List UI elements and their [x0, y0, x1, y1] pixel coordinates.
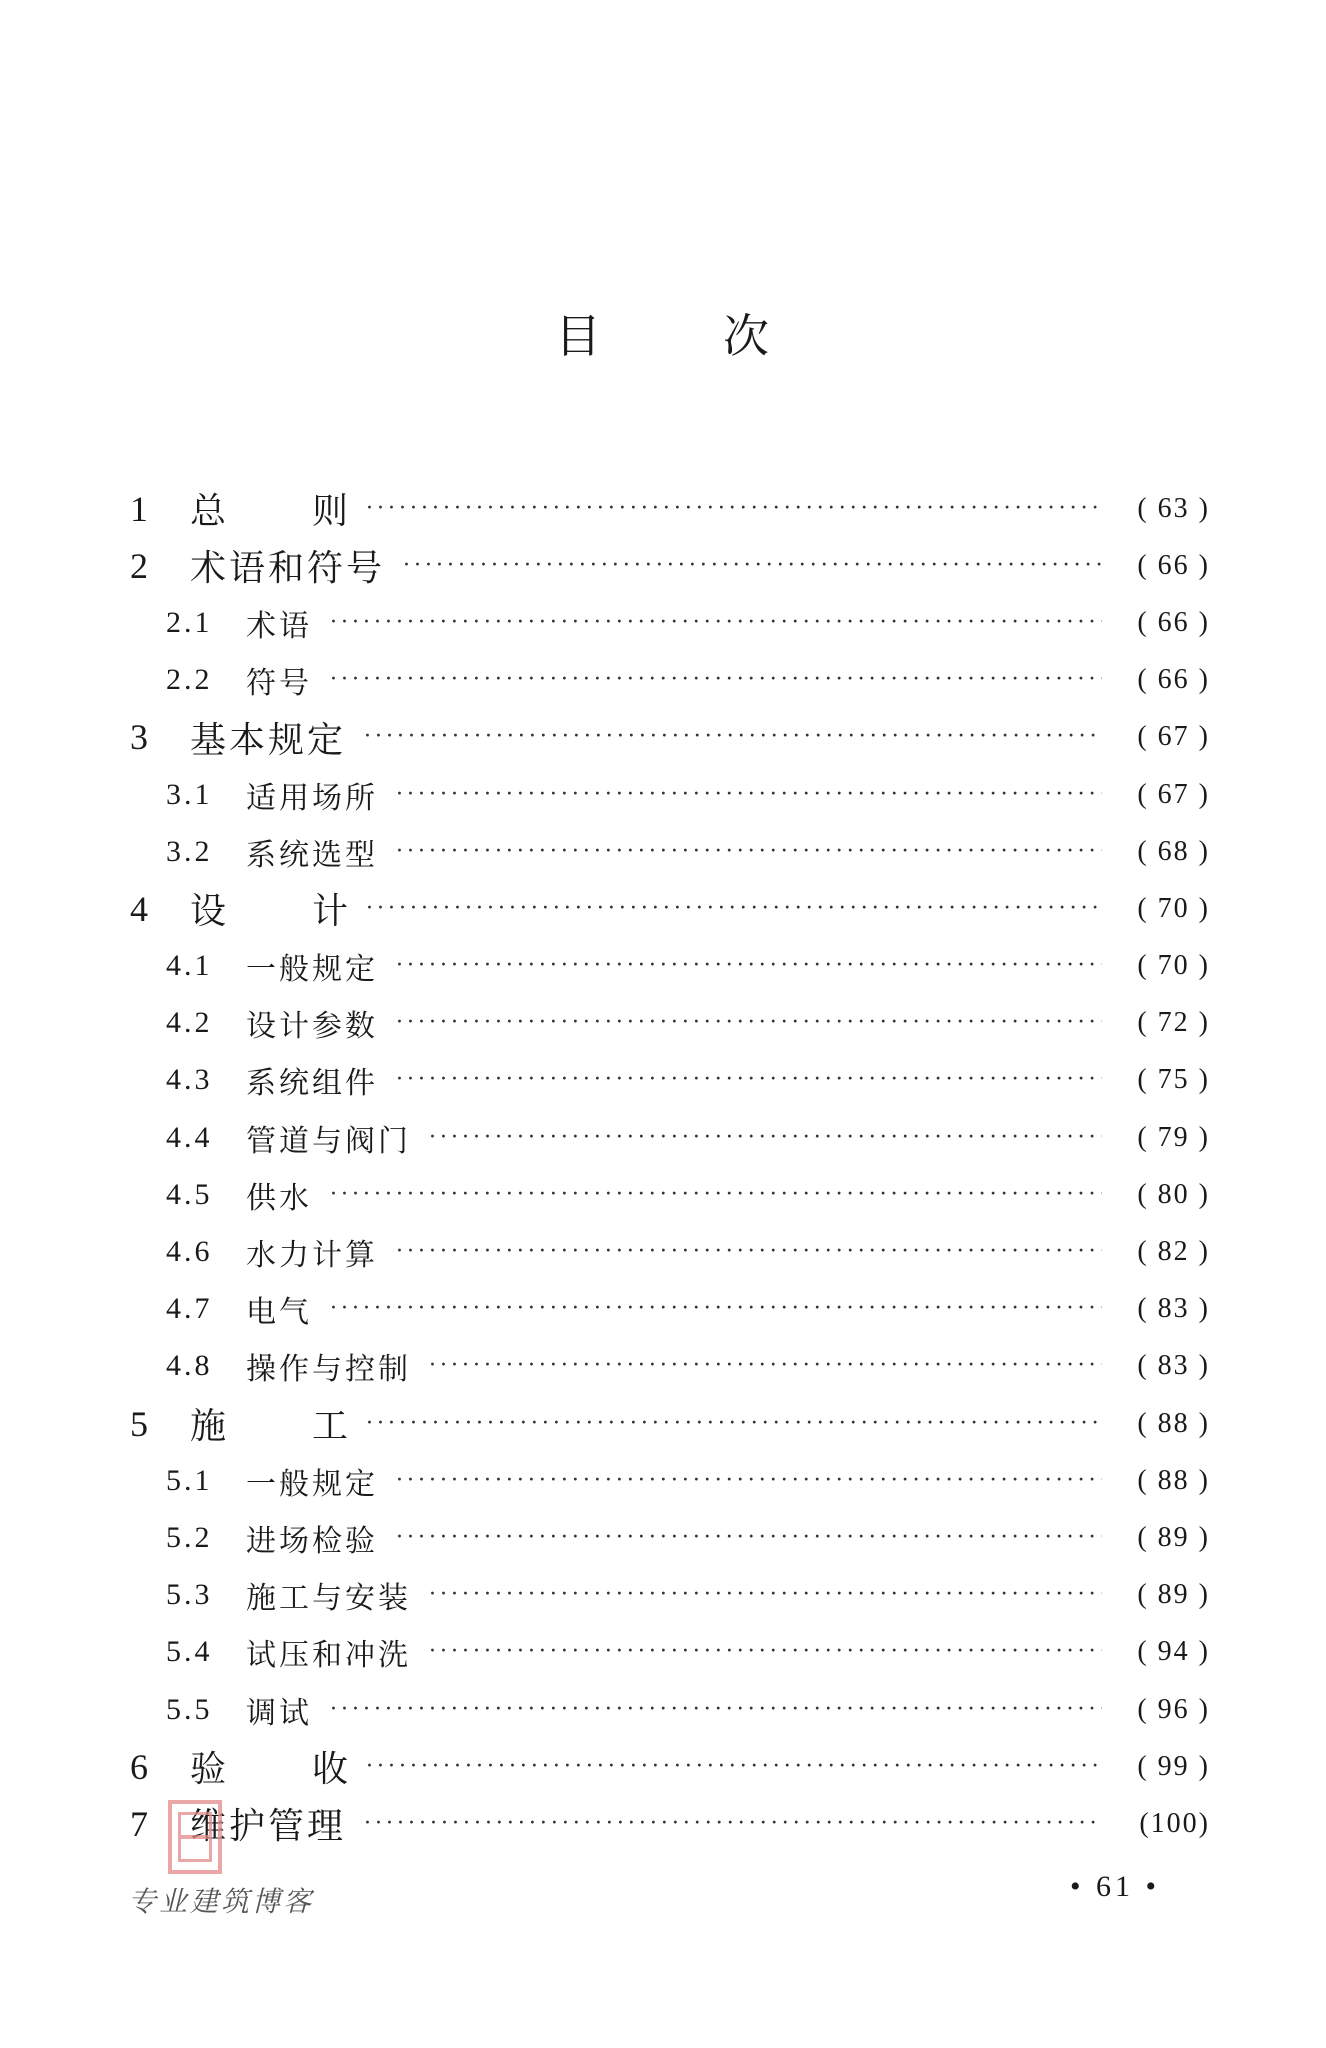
dot-leader	[364, 1813, 1102, 1835]
toc-page-number: ( 70 )	[1137, 950, 1210, 982]
toc-chapter-row[interactable]	[130, 709, 1210, 766]
toc-number: 5.3	[166, 1578, 213, 1612]
toc-title: 试压和冲洗	[246, 1638, 411, 1674]
toc-number: 1	[130, 488, 148, 529]
dot-leader	[330, 669, 1102, 691]
toc-title: 供水	[246, 1180, 312, 1216]
dot-leader	[429, 1641, 1102, 1663]
dot-leader	[396, 1527, 1102, 1549]
dot-leader	[330, 1298, 1102, 1320]
toc-page-number: ( 68 )	[1137, 835, 1210, 867]
toc-title: 操作与控制	[246, 1352, 411, 1388]
toc-number: 5.5	[166, 1692, 213, 1726]
toc-page-number: ( 83 )	[1137, 1350, 1210, 1382]
toc-page-number: ( 79 )	[1137, 1121, 1210, 1153]
toc-section-row[interactable]	[130, 594, 1210, 651]
toc-title: 电气	[246, 1295, 312, 1331]
toc-section-row[interactable]	[130, 938, 1210, 995]
toc-title: 验 收	[190, 1749, 349, 1791]
toc-page-number: ( 80 )	[1137, 1178, 1210, 1210]
toc-title: 术语和符号	[190, 548, 386, 590]
toc-section-row[interactable]	[130, 1338, 1210, 1395]
toc-number: 3	[130, 717, 148, 758]
toc-title: 术语	[246, 608, 312, 644]
dot-leader	[366, 498, 1102, 520]
toc-section-row[interactable]	[130, 1624, 1210, 1681]
toc-number: 4.1	[166, 949, 213, 983]
toc-number: 4.8	[166, 1349, 213, 1383]
seal-stamp-icon	[168, 1800, 222, 1874]
dot-leader	[429, 1355, 1102, 1377]
toc-title: 一般规定	[246, 952, 378, 988]
toc-page-number: ( 82 )	[1137, 1236, 1210, 1268]
watermark: 专业建筑博客	[128, 1885, 315, 1918]
toc-number: 3.2	[166, 834, 213, 868]
toc-number: 5.2	[166, 1520, 213, 1554]
toc-page-number: ( 67 )	[1137, 778, 1210, 810]
toc-title: 符号	[246, 666, 312, 702]
toc-title: 水力计算	[246, 1238, 378, 1274]
dot-leader	[429, 1127, 1102, 1149]
dot-leader	[330, 612, 1102, 634]
toc-title: 设 计	[190, 891, 349, 933]
toc-title: 施 工	[190, 1406, 349, 1448]
toc-page-number: ( 70 )	[1137, 892, 1210, 924]
dot-leader	[403, 555, 1102, 577]
toc-chapter-row[interactable]	[130, 537, 1210, 594]
toc-section-row[interactable]	[130, 1281, 1210, 1338]
dot-leader	[429, 1584, 1102, 1606]
toc-page-number: ( 96 )	[1137, 1693, 1210, 1725]
toc-page-number: ( 83 )	[1137, 1293, 1210, 1325]
toc-page-number: ( 67 )	[1137, 721, 1210, 753]
toc-number: 4.7	[166, 1292, 213, 1326]
dot-leader	[396, 955, 1102, 977]
toc-title: 调试	[246, 1695, 312, 1731]
dot-leader	[396, 1069, 1102, 1091]
dot-leader	[396, 784, 1102, 806]
toc-number: 2.1	[166, 605, 213, 639]
toc-page-number: ( 66 )	[1137, 549, 1210, 581]
page-number: • 61 •	[1070, 1870, 1161, 1903]
toc-chapter-row[interactable]	[130, 1395, 1210, 1452]
dot-leader	[396, 841, 1102, 863]
toc-chapter-row[interactable]	[130, 480, 1210, 537]
toc-page-number: ( 89 )	[1137, 1521, 1210, 1553]
toc-number: 4.4	[166, 1120, 213, 1154]
toc-title: 一般规定	[246, 1466, 378, 1502]
toc-page-number: ( 66 )	[1137, 664, 1210, 696]
dot-leader	[330, 1699, 1102, 1721]
toc-section-row[interactable]	[130, 1166, 1210, 1223]
toc-title: 系统组件	[246, 1066, 378, 1102]
dot-leader	[330, 1184, 1102, 1206]
toc-chapter-row[interactable]	[130, 1795, 1210, 1852]
toc-title: 设计参数	[246, 1009, 378, 1045]
toc-section-row[interactable]	[130, 1223, 1210, 1280]
toc-number: 5	[130, 1403, 148, 1444]
dot-leader	[396, 1012, 1102, 1034]
toc-number: 4.3	[166, 1063, 213, 1097]
toc-page-number: ( 88 )	[1137, 1464, 1210, 1496]
toc-section-row[interactable]	[130, 1681, 1210, 1738]
toc-number: 2	[130, 545, 148, 586]
toc-number: 5.1	[166, 1463, 213, 1497]
toc-section-row[interactable]	[130, 1109, 1210, 1166]
toc-number: 4.2	[166, 1006, 213, 1040]
dot-leader	[396, 1470, 1102, 1492]
toc-page-number: ( 72 )	[1137, 1007, 1210, 1039]
toc-number: 6	[130, 1746, 148, 1787]
toc-title: 管道与阀门	[246, 1123, 411, 1159]
dot-leader	[366, 898, 1102, 920]
toc-chapter-row[interactable]	[130, 880, 1210, 937]
toc-number: 3.1	[166, 777, 213, 811]
toc-title: 基本规定	[190, 719, 347, 761]
toc-section-row[interactable]	[130, 823, 1210, 880]
toc-page-number: ( 88 )	[1137, 1407, 1210, 1439]
toc-section-row[interactable]	[130, 1052, 1210, 1109]
title-left: 目	[555, 309, 603, 363]
toc-page-number: ( 94 )	[1137, 1636, 1210, 1668]
toc-page-number: ( 99 )	[1137, 1750, 1210, 1782]
toc-number: 4.5	[166, 1177, 213, 1211]
dot-leader	[364, 726, 1102, 748]
toc-page-number: ( 63 )	[1137, 492, 1210, 524]
dot-leader	[366, 1413, 1102, 1435]
toc-page-number: ( 75 )	[1137, 1064, 1210, 1096]
toc-section-row[interactable]	[130, 1567, 1210, 1624]
toc-page-number: ( 66 )	[1137, 606, 1210, 638]
toc-title: 总 则	[190, 491, 349, 533]
toc-section-row[interactable]	[130, 1452, 1210, 1509]
toc-section-row[interactable]	[130, 652, 1210, 709]
toc-chapter-row[interactable]	[130, 1738, 1210, 1795]
page-title	[0, 300, 1326, 366]
dot-leader	[396, 1241, 1102, 1263]
toc-number: 4.6	[166, 1235, 213, 1269]
dot-leader	[366, 1756, 1102, 1778]
toc-title: 施工与安装	[246, 1581, 411, 1617]
table-of-contents	[130, 480, 1210, 1853]
toc-title: 系统选型	[246, 837, 378, 873]
toc-page-number: ( 89 )	[1137, 1579, 1210, 1611]
toc-title: 适用场所	[246, 780, 378, 816]
toc-number: 7	[130, 1803, 148, 1844]
toc-section-row[interactable]	[130, 766, 1210, 823]
title-right: 次	[723, 309, 771, 363]
toc-number: 4	[130, 888, 148, 929]
toc-number: 5.4	[166, 1635, 213, 1669]
toc-number: 2.2	[166, 663, 213, 697]
toc-page-number: (100)	[1139, 1807, 1210, 1839]
toc-title: 进场检验	[246, 1523, 378, 1559]
toc-title: 维护管理	[190, 1806, 347, 1848]
toc-section-row[interactable]	[130, 1509, 1210, 1566]
toc-section-row[interactable]	[130, 995, 1210, 1052]
